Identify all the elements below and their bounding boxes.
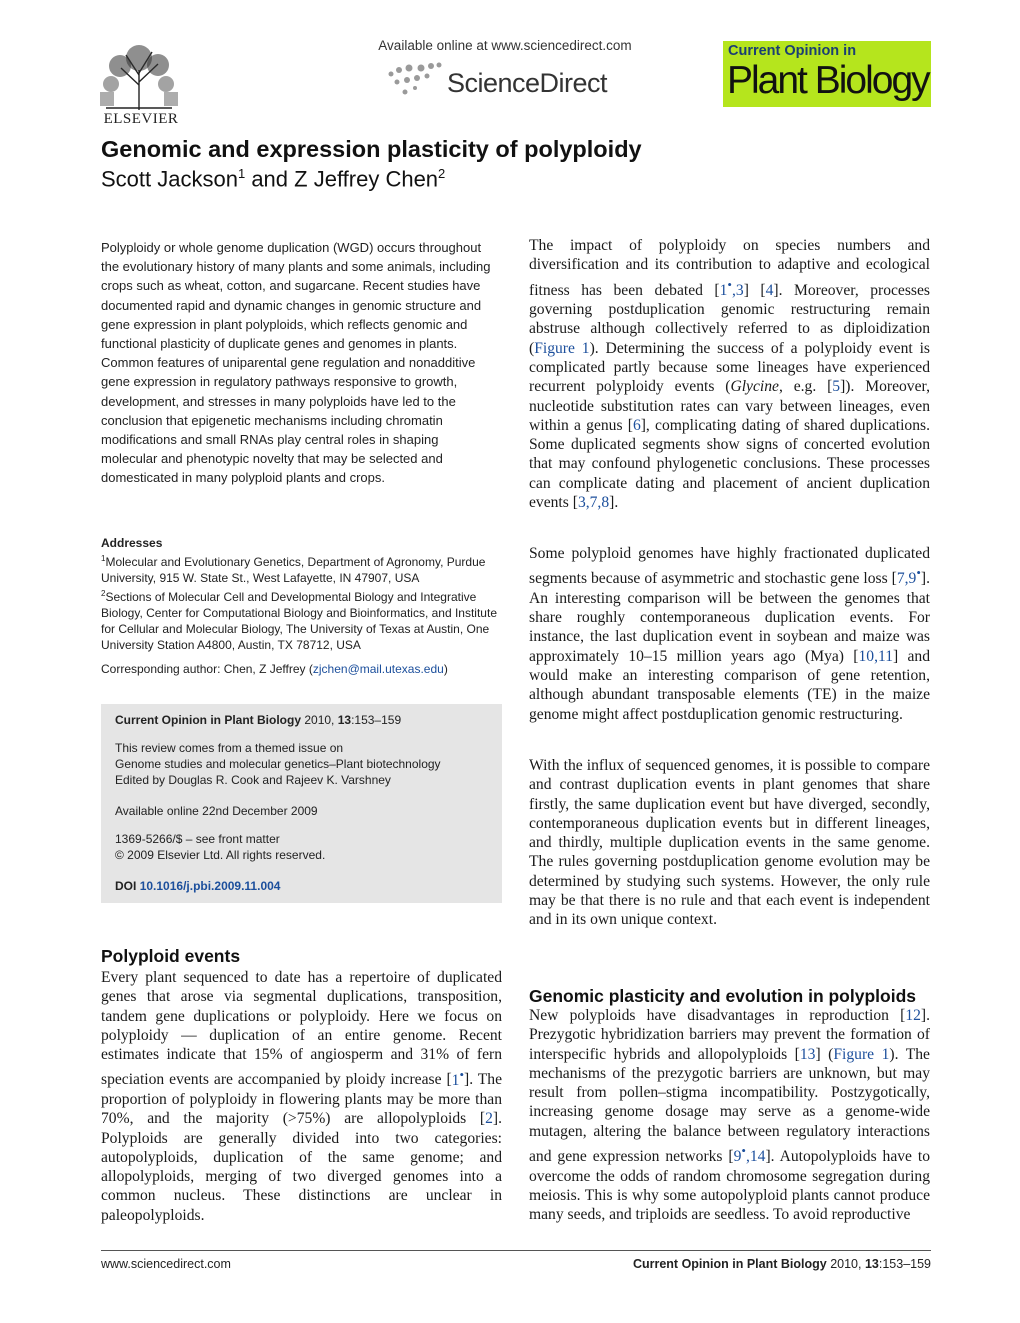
abstract: Polyploidy or whole genome duplication (WGD) occurs throughout the evolutionary history of many plants and some animals, including crops such as wheat, cotton, and sugarcane. Recent studies have documented rapid and dynamic changes in genomic structure and gene expression in plant polyploids, which reflects genomic and functional plasticity of duplicate genes and genomes in plants. Common features of uniparental gene regulation and nonadditive gene expression in regulatory pathways responsive to growth, development, and stresses in many polyploids have led to the conclusion that epigenetic mechanisms including chromatin modifications and small RNAs play central roles in shaping molecular and phenotypic novelty that may be selected and domesticated in many polyploid plants and crops.	[101, 240, 491, 486]
ref-link[interactable]: 10,11	[858, 647, 893, 665]
journal-logo-bottom: Plant Biology	[727, 59, 929, 102]
footer-volume: 13	[864, 1257, 879, 1271]
section-heading-polyploid-events: Polyploid events	[101, 946, 241, 966]
info-citation	[115, 712, 495, 728]
ref-link[interactable]: 3,7,8	[577, 494, 610, 512]
figure-link[interactable]: Figure 1	[833, 1045, 890, 1063]
body-paragraph: With the influx of sequenced genomes, it is possible to compare and contrast duplication events in plant genomes that share firstly, the same duplication event but have diverged, secondly, contemporaneous duplication events but in different lineages, and thirdly, multiple duplication events in the same genome. The rules governing postduplication genome evolution may be determined by studying such systems. However, the only rule may be that there is no rule and that each event is independent and in its own unique context.	[529, 757, 930, 929]
info-doi	[115, 878, 495, 894]
author-1-affiliation: 1	[237, 166, 246, 181]
info-issn: 1369-5266/$ – see front matter	[115, 832, 280, 846]
section-heading-genomic-plasticity: Genomic plasticity and evolution in polyploids	[529, 986, 916, 1006]
ref-link[interactable]: 7,9•	[896, 565, 921, 588]
info-rights	[115, 831, 495, 863]
info-available: Available online 22nd December 2009	[115, 804, 318, 818]
author-2-affiliation: 2	[438, 166, 446, 181]
body-paragraph: New polyploids have disadvantages in reproduction [12]. Prezygotic hybridization barriers may prevent the formation of interspecific hybrids and allopolyploids [13] (Figure 1). The mechanisms of the prezygotic barriers are unknown, but may result from pollen–stigma incompatibility. Postzygotically, increasing genome dosage may serve as a genome-wide mutagen, altering the balance between regulatory interactions and gene expression networks [9•,14]. Autopolyploids have to overcome the odds of random chromosome segregation during meiosis. This is why some autopolyploid plants cannot produce many seeds, and triploids are seedless. To avoid reproductive	[529, 1007, 930, 1224]
address-2-number: 2	[101, 589, 106, 598]
body-paragraph: Every plant sequenced to date has a repertoire of duplicated genes that arose via segmental duplications, transposition, tandem gene duplications or polyploidy. Here we focus on polyploidy — duplication of an entire genome. Recent estimates indicate that 15% of angiosperm and 31% of fern speciation events are accompanied by ploidy increase [1•]. The proportion of polyploidy in flowering plants may be more than 70%, and the majority (>75%) are allopolyploids [2]. Polyploids are generally divided into two categories: autopolyploids, duplication of the same genome; and allopolyploids, merging of two diverged genomes into a common nucleus. These distinctions are unclear in paleopolyploids.	[101, 969, 502, 1224]
corresponding-label: Corresponding author: Chen, Z Jeffrey (	[101, 662, 313, 676]
info-doi-label: DOI	[115, 879, 137, 893]
address-1-number: 1	[101, 554, 106, 563]
journal-logo	[723, 41, 931, 107]
author-1: Scott Jackson	[101, 166, 238, 192]
ref-link[interactable]: 2	[485, 1110, 493, 1128]
ref-link[interactable]: 9•,14	[733, 1143, 766, 1166]
journal-logo-top: Current Opinion in	[728, 43, 857, 59]
ref-link[interactable]: 5	[832, 378, 841, 396]
info-pages: :153–159	[351, 713, 402, 727]
info-copyright: © 2009 Elsevier Ltd. All rights reserved.	[115, 848, 326, 862]
address-1	[101, 551, 501, 586]
ref-link[interactable]: 12	[905, 1007, 921, 1024]
address-2-text: Sections of Molecular Cell and Developmental Biology and Integrative Biology, Center for Computational Biology and Bioinformatics, and Institute for Cellular and Molecular Biology, The University of Texas at Austin, One University Station A4800, Austin, TX 78712, USA	[101, 590, 497, 652]
footer-divider	[101, 1250, 931, 1251]
info-journal: Current Opinion in Plant Biology	[115, 713, 301, 727]
footer-year: 2010,	[830, 1257, 862, 1271]
sciencedirect-logo-text: ScienceDirect	[447, 68, 608, 98]
footer-journal: Current Opinion in Plant Biology	[632, 1257, 827, 1271]
ref-link[interactable]: 1•,3	[719, 276, 744, 299]
footer-pages: :153–159	[878, 1257, 931, 1271]
article-title: Genomic and expression plasticity of polyploidy	[101, 136, 642, 162]
info-year: 2010,	[304, 713, 335, 727]
info-doi-link[interactable]: 10.1016/j.pbi.2009.11.004	[139, 879, 281, 893]
article-info-box	[101, 704, 502, 903]
ref-link[interactable]: 6	[632, 416, 641, 434]
address-2	[101, 586, 501, 653]
info-themed-line-1: This review comes from a themed issue on	[115, 741, 344, 755]
available-online-text: Available online at www.sciencedirect.com	[378, 38, 632, 53]
body-paragraph: The impact of polyploidy on species numbers and diversification and its contribution to adaptive and ecological fitness has been debated [1•,3] [4]. Moreover, processes governing postduplication genomic restructuring remain abstruse although collectively referred to as diploidization (Figure 1). Determining the success of a polyploidy event is complicated partly because some lineages have experienced recurrent polyploidy events (Glycine, e.g. [5]). Moreover, nucleotide substitution rates can vary between lineages, even within a genus [6], complicating dating of shared duplications. Some duplicated segments show signs of concerted evolution that may confound phylogenetic conclusions. These processes can complicate dating and placement of ancient duplication events [3,7,8].	[529, 237, 930, 512]
address-1-text: Molecular and Evolutionary Genetics, Department of Agronomy, Purdue University, 915 W. State St., West Lafayette, IN 47907, USA	[101, 555, 486, 585]
author-and: and	[251, 166, 289, 192]
info-volume: 13	[337, 713, 352, 727]
corresponding-email-link[interactable]: zjchen@mail.utexas.edu	[312, 662, 444, 676]
author-2: Z Jeffrey Chen	[294, 166, 439, 192]
info-themed-line-2: Genome studies and molecular genetics–Plant biotechnology	[115, 757, 441, 771]
figure-link[interactable]: Figure 1	[534, 339, 590, 357]
addresses	[101, 535, 501, 653]
ref-link[interactable]: 1•	[451, 1066, 464, 1089]
info-themed-line-3: Edited by Douglas R. Cook and Rajeev K. Varshney	[115, 773, 391, 787]
ref-link[interactable]: 13	[799, 1045, 816, 1063]
author-line	[101, 166, 445, 192]
corresponding-author	[101, 662, 501, 676]
addresses-heading: Addresses	[101, 536, 163, 550]
footer-website: www.sciencedirect.com	[101, 1257, 231, 1271]
info-themed	[115, 740, 495, 788]
footer-citation	[631, 1257, 931, 1271]
publisher-name: ELSEVIER	[103, 111, 179, 127]
body-paragraph: Some polyploid genomes have highly fractionated duplicated segments because of asymmetric and stochastic gene loss [7,9•]. An interesting comparison will be between the genomes that share roughly contemporaneous duplication events. For instance, the last duplication event in soybean and maize was approximately 10–15 million years ago (Mya) [10,11] and would make an interesting comparison of gene retention, although abundant transposable elements (TE) in the maize genome might affect postduplication genomic restructuring.	[529, 545, 931, 723]
corresponding-close: )	[443, 662, 448, 676]
ref-link[interactable]: 4	[765, 281, 774, 299]
